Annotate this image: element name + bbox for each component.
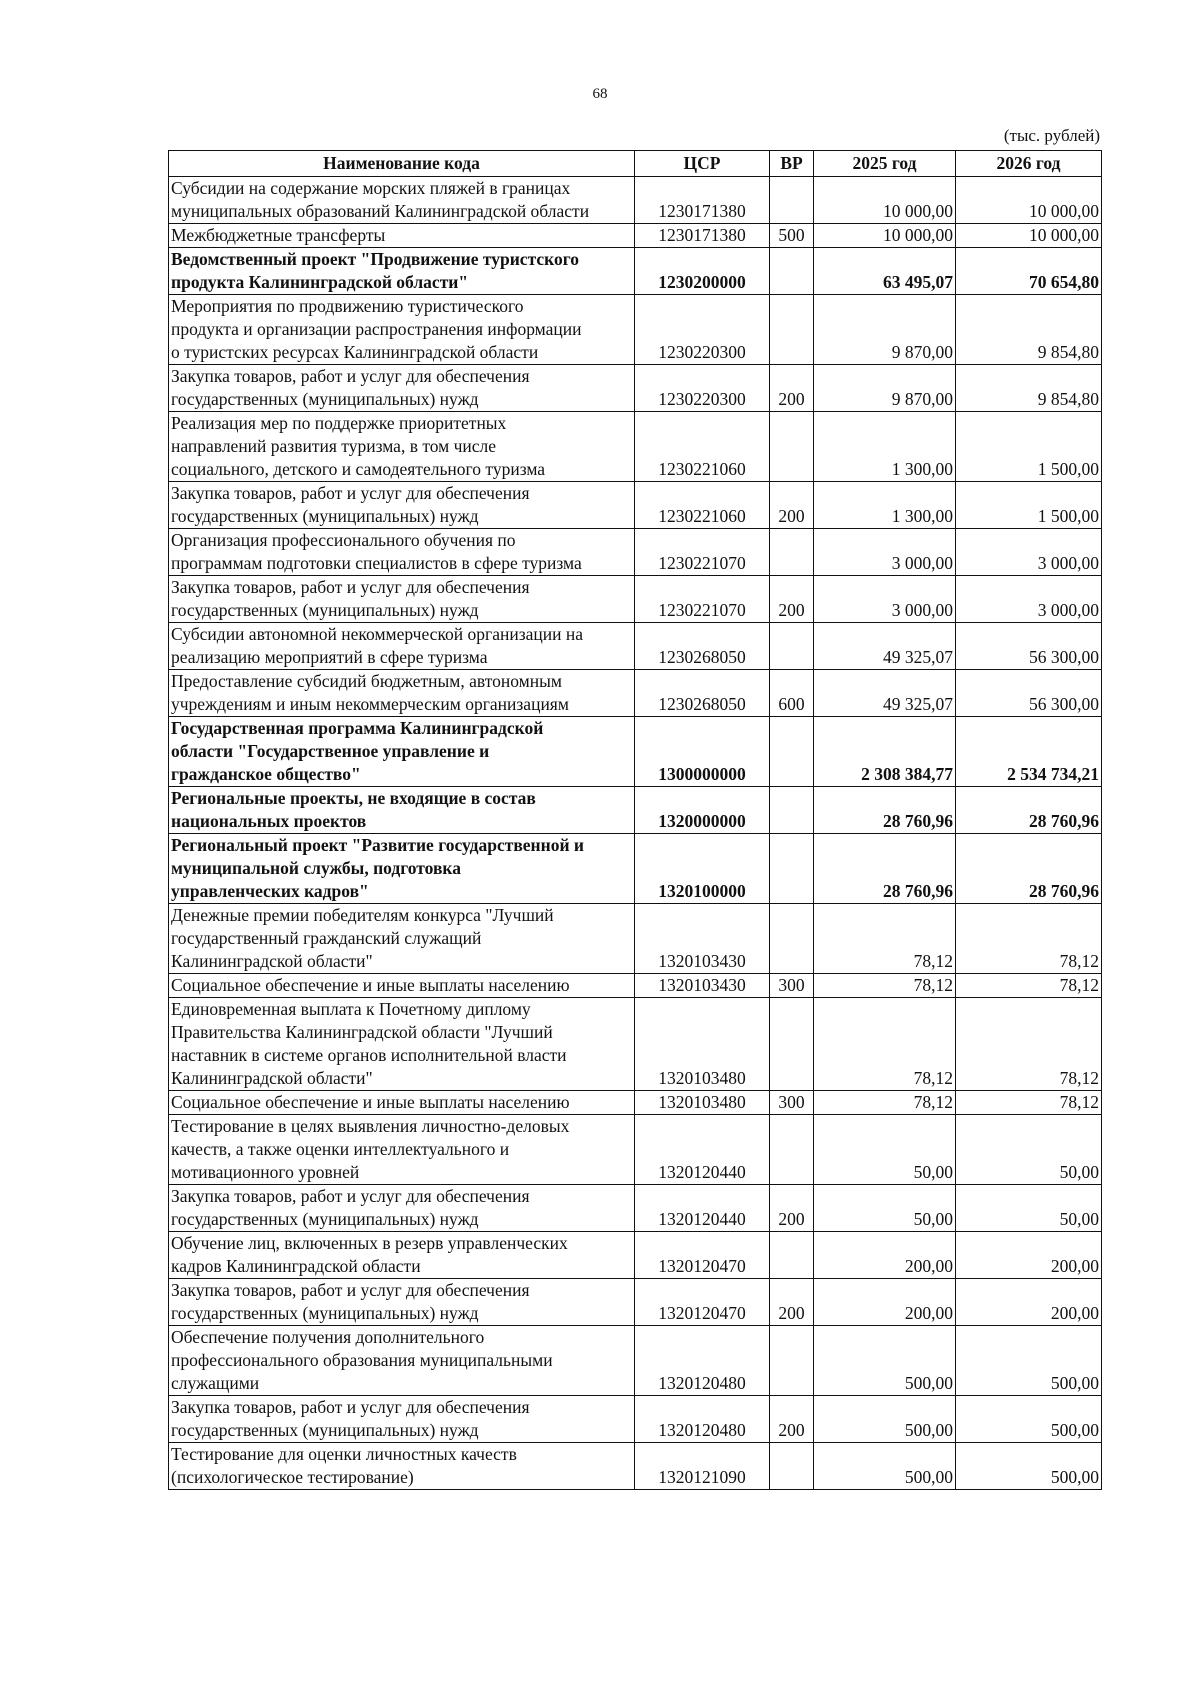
row-2025: 78,12: [814, 998, 956, 1091]
row-name-line: Предоставление субсидий бюджетным, автономным: [171, 671, 562, 691]
row-name: [169, 623, 635, 670]
row-name-line: государственных (муниципальных) нужд: [171, 1420, 479, 1440]
table-header-row: [169, 151, 1102, 177]
row-name: [169, 787, 635, 834]
row-csr: 1230171380: [635, 224, 770, 248]
row-vr: [770, 177, 814, 224]
table-row: [169, 1326, 1102, 1396]
row-name-line: муниципальных образований Калининградской области: [171, 201, 590, 221]
row-name-line: государственных (муниципальных) нужд: [171, 600, 479, 620]
row-2026: 500,00: [956, 1326, 1102, 1396]
row-name-line: государственных (муниципальных) нужд: [171, 389, 479, 409]
row-vr: 500: [770, 224, 814, 248]
row-2026: 50,00: [956, 1185, 1102, 1232]
row-2026: 3 000,00: [956, 576, 1102, 623]
header-vr: ВР: [770, 151, 814, 177]
row-name-line: Обеспечение получения дополнительного: [171, 1327, 485, 1347]
table-row: [169, 834, 1102, 904]
table-row: [169, 717, 1102, 787]
row-2026: 56 300,00: [956, 623, 1102, 670]
row-csr: 1320120440: [635, 1185, 770, 1232]
row-csr: 1320103480: [635, 1091, 770, 1115]
row-2026: 78,12: [956, 904, 1102, 974]
table-row: [169, 1279, 1102, 1326]
row-vr: [770, 1232, 814, 1279]
row-name-line: Мероприятия по продвижению туристического: [171, 296, 524, 316]
row-csr: 1300000000: [635, 717, 770, 787]
row-vr: [770, 529, 814, 576]
row-vr: 200: [770, 365, 814, 412]
row-2025: 9 870,00: [814, 295, 956, 365]
row-name-line: кадров Калининградской области: [171, 1256, 421, 1276]
row-2025: 500,00: [814, 1443, 956, 1490]
table-row: [169, 623, 1102, 670]
row-name-line: социального, детского и самодеятельного туризма: [171, 459, 546, 479]
row-name: [169, 1115, 635, 1185]
row-2026: 1 500,00: [956, 482, 1102, 529]
page-number: 68: [592, 86, 608, 102]
row-2025: 500,00: [814, 1326, 956, 1396]
row-csr: 1320120470: [635, 1232, 770, 1279]
row-name-line: управленческих кадров": [171, 881, 369, 901]
header-2026: 2026 год: [956, 151, 1102, 177]
row-csr: 1230268050: [635, 623, 770, 670]
row-name-line: области "Государственное управление и: [171, 741, 490, 761]
row-name-line: (психологическое тестирование): [171, 1467, 414, 1487]
row-name: [169, 177, 635, 224]
table-row: [169, 904, 1102, 974]
row-name: [169, 529, 635, 576]
row-name: [169, 1232, 635, 1279]
row-csr: 1320120470: [635, 1279, 770, 1326]
row-2026: 78,12: [956, 974, 1102, 998]
table-row: [169, 365, 1102, 412]
table-row: [169, 1396, 1102, 1443]
row-name: [169, 670, 635, 717]
row-name-line: направлений развития туризма, в том числе: [171, 436, 497, 456]
row-name: [169, 1443, 635, 1490]
row-2025: 2 308 384,77: [814, 717, 956, 787]
row-name-line: Тестирование для оценки личностных качеств: [171, 1444, 517, 1464]
row-name: [169, 224, 635, 248]
row-2026: 78,12: [956, 998, 1102, 1091]
row-name-line: Правительства Калининградской области "Лучший: [171, 1022, 553, 1042]
row-name-line: гражданское общество": [171, 764, 361, 784]
row-name-line: государственных (муниципальных) нужд: [171, 1303, 479, 1323]
row-vr: 300: [770, 974, 814, 998]
row-csr: 1320103430: [635, 904, 770, 974]
row-vr: [770, 834, 814, 904]
row-name-line: Государственная программа Калининградской: [171, 718, 544, 738]
header-csr: ЦСР: [635, 151, 770, 177]
units-label: (тыс. рублей): [1003, 126, 1100, 145]
row-2025: 78,12: [814, 904, 956, 974]
row-name-line: наставник в системе органов исполнительной власти: [171, 1045, 567, 1065]
row-name-line: профессионального образования муниципальными: [171, 1350, 553, 1370]
row-name: [169, 1326, 635, 1396]
row-2026: 28 760,96: [956, 834, 1102, 904]
table-row: [169, 1115, 1102, 1185]
row-2026: 200,00: [956, 1232, 1102, 1279]
table-row: [169, 1091, 1102, 1115]
row-name-line: качеств, а также оценки интеллектуального и: [171, 1139, 510, 1159]
row-name-line: Закупка товаров, работ и услуг для обеспечения: [171, 1186, 530, 1206]
row-vr: [770, 623, 814, 670]
row-name-line: о туристских ресурсах Калининградской области: [171, 342, 539, 362]
row-name: [169, 1279, 635, 1326]
row-csr: 1230268050: [635, 670, 770, 717]
row-2026: 70 654,80: [956, 248, 1102, 295]
row-name-line: служащими: [171, 1373, 260, 1393]
row-name: [169, 834, 635, 904]
row-vr: 200: [770, 1396, 814, 1443]
table-row: [169, 295, 1102, 365]
row-name-line: Ведомственный проект "Продвижение туристского: [171, 249, 580, 269]
row-vr: [770, 412, 814, 482]
row-vr: 300: [770, 1091, 814, 1115]
row-name-line: Организация профессионального обучения по: [171, 530, 516, 550]
table-row: [169, 998, 1102, 1091]
row-name: [169, 576, 635, 623]
row-2026: 500,00: [956, 1396, 1102, 1443]
row-csr: 1230220300: [635, 295, 770, 365]
row-2025: 49 325,07: [814, 670, 956, 717]
row-name: [169, 1091, 635, 1115]
row-name-line: Региональный проект "Развитие государственной и: [171, 835, 585, 855]
row-2026: 78,12: [956, 1091, 1102, 1115]
row-name-line: Калининградской области": [171, 951, 373, 971]
row-2025: 78,12: [814, 1091, 956, 1115]
row-vr: 200: [770, 482, 814, 529]
table-row: [169, 248, 1102, 295]
row-2025: 500,00: [814, 1396, 956, 1443]
table-row: [169, 412, 1102, 482]
row-name-line: национальных проектов: [171, 811, 367, 831]
row-name-line: Закупка товаров, работ и услуг для обеспечения: [171, 366, 530, 386]
row-name-line: Закупка товаров, работ и услуг для обеспечения: [171, 483, 530, 503]
row-name-line: Закупка товаров, работ и услуг для обеспечения: [171, 1397, 530, 1417]
row-name-line: муниципальной службы, подготовка: [171, 858, 461, 878]
row-2026: 3 000,00: [956, 529, 1102, 576]
row-vr: [770, 787, 814, 834]
row-2025: 10 000,00: [814, 224, 956, 248]
row-2026: 2 534 734,21: [956, 717, 1102, 787]
row-name-line: мотивационного уровней: [171, 1162, 360, 1182]
row-csr: 1320120480: [635, 1326, 770, 1396]
row-2025: 28 760,96: [814, 787, 956, 834]
row-name-line: Межбюджетные трансферты: [171, 225, 386, 245]
row-vr: [770, 904, 814, 974]
row-csr: 1320103480: [635, 998, 770, 1091]
row-2026: 10 000,00: [956, 177, 1102, 224]
row-name-line: Тестирование в целях выявления личностно-деловых: [171, 1116, 570, 1136]
row-2026: 200,00: [956, 1279, 1102, 1326]
row-name-line: реализацию мероприятий в сфере туризма: [171, 647, 488, 667]
row-name-line: Калининградской области": [171, 1068, 373, 1088]
row-name-line: продукта и организации распространения информации: [171, 319, 582, 339]
row-csr: 1230171380: [635, 177, 770, 224]
table-row: [169, 177, 1102, 224]
row-2026: 9 854,80: [956, 365, 1102, 412]
row-vr: [770, 1326, 814, 1396]
row-csr: 1320120440: [635, 1115, 770, 1185]
row-vr: 200: [770, 1279, 814, 1326]
row-vr: 200: [770, 576, 814, 623]
row-2025: 200,00: [814, 1232, 956, 1279]
header-name: Наименование кода: [169, 151, 635, 177]
table-row: [169, 224, 1102, 248]
row-name: [169, 974, 635, 998]
table-row: [169, 974, 1102, 998]
row-2025: 200,00: [814, 1279, 956, 1326]
row-name-line: Субсидии автономной некоммерческой организации на: [171, 624, 584, 644]
table-row: [169, 482, 1102, 529]
row-csr: 1230221060: [635, 482, 770, 529]
row-vr: [770, 248, 814, 295]
row-name-line: Реализация мер по поддержке приоритетных: [171, 413, 507, 433]
row-2026: 28 760,96: [956, 787, 1102, 834]
row-name-line: Денежные премии победителям конкурса "Лучший: [171, 905, 554, 925]
row-name-line: Социальное обеспечение и иные выплаты населению: [171, 975, 570, 995]
row-csr: 1230221070: [635, 529, 770, 576]
row-name: [169, 717, 635, 787]
table-body: [169, 177, 1102, 1490]
row-name: [169, 482, 635, 529]
row-name: [169, 248, 635, 295]
budget-table: [168, 150, 1102, 1490]
row-name-line: Региональные проекты, не входящие в состав: [171, 788, 536, 808]
row-2026: 9 854,80: [956, 295, 1102, 365]
row-name-line: продукта Калининградской области": [171, 272, 469, 292]
row-csr: 1320121090: [635, 1443, 770, 1490]
row-name-line: государственных (муниципальных) нужд: [171, 506, 479, 526]
row-name: [169, 412, 635, 482]
row-name-line: Социальное обеспечение и иные выплаты населению: [171, 1092, 570, 1112]
table-row: [169, 1185, 1102, 1232]
row-csr: 1320103430: [635, 974, 770, 998]
row-vr: [770, 295, 814, 365]
row-2025: 78,12: [814, 974, 956, 998]
row-vr: 600: [770, 670, 814, 717]
row-2025: 1 300,00: [814, 412, 956, 482]
header-2025: 2025 год: [814, 151, 956, 177]
row-2025: 50,00: [814, 1115, 956, 1185]
row-2025: 28 760,96: [814, 834, 956, 904]
table-row: [169, 670, 1102, 717]
row-vr: [770, 1115, 814, 1185]
row-name-line: Обучение лиц, включенных в резерв управленческих: [171, 1233, 568, 1253]
row-name-line: государственный гражданский служащий: [171, 928, 482, 948]
row-name: [169, 1185, 635, 1232]
row-csr: 1320120480: [635, 1396, 770, 1443]
row-2025: 9 870,00: [814, 365, 956, 412]
row-vr: [770, 998, 814, 1091]
row-name-line: программам подготовки специалистов в сфере туризма: [171, 553, 582, 573]
row-csr: 1320000000: [635, 787, 770, 834]
row-name-line: учреждениям и иным некоммерческим организациям: [171, 694, 569, 714]
row-2026: 1 500,00: [956, 412, 1102, 482]
row-2025: 49 325,07: [814, 623, 956, 670]
row-name: [169, 1396, 635, 1443]
row-2025: 3 000,00: [814, 576, 956, 623]
row-vr: [770, 1443, 814, 1490]
row-name: [169, 365, 635, 412]
row-name: [169, 904, 635, 974]
table-row: [169, 1232, 1102, 1279]
row-2026: 500,00: [956, 1443, 1102, 1490]
row-name: [169, 998, 635, 1091]
row-name-line: Закупка товаров, работ и услуг для обеспечения: [171, 577, 530, 597]
row-name-line: государственных (муниципальных) нужд: [171, 1209, 479, 1229]
row-name-line: Субсидии на содержание морских пляжей в границах: [171, 178, 571, 198]
row-csr: 1230200000: [635, 248, 770, 295]
row-csr: 1230220300: [635, 365, 770, 412]
row-2025: 50,00: [814, 1185, 956, 1232]
row-name-line: Единовременная выплата к Почетному диплому: [171, 999, 531, 1019]
table-row: [169, 787, 1102, 834]
row-vr: [770, 717, 814, 787]
table-row: [169, 576, 1102, 623]
row-name-line: Закупка товаров, работ и услуг для обеспечения: [171, 1280, 530, 1300]
row-2025: 3 000,00: [814, 529, 956, 576]
row-name: [169, 295, 635, 365]
row-csr: 1320100000: [635, 834, 770, 904]
table-row: [169, 529, 1102, 576]
row-csr: 1230221060: [635, 412, 770, 482]
row-2026: 56 300,00: [956, 670, 1102, 717]
row-2025: 63 495,07: [814, 248, 956, 295]
table-row: [169, 1443, 1102, 1490]
row-2025: 10 000,00: [814, 177, 956, 224]
row-vr: 200: [770, 1185, 814, 1232]
row-2026: 10 000,00: [956, 224, 1102, 248]
row-2025: 1 300,00: [814, 482, 956, 529]
row-csr: 1230221070: [635, 576, 770, 623]
row-2026: 50,00: [956, 1115, 1102, 1185]
